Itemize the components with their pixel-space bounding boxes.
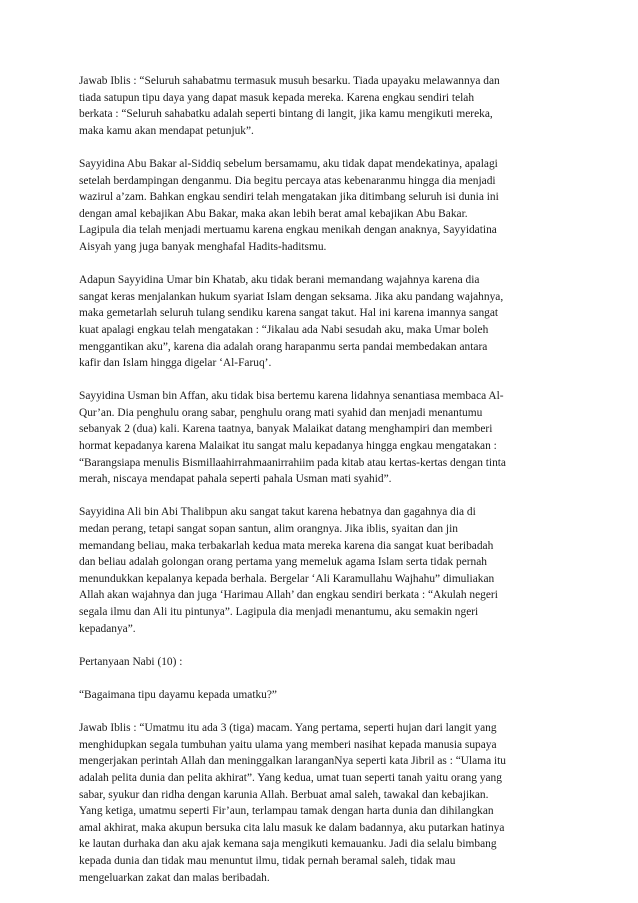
paragraph [79,388,565,488]
text-line: Aisyah yang juga banyak menghafal Hadits-haditsmu. [79,240,327,253]
text-line: dengan amal kebajikan Abu Bakar, maka akan lebih berat amal kebajikan Abu Bakar. [79,207,468,220]
text-line: maka kamu akan mendapat petunjuk”. [79,124,254,137]
text-line: mengeluarkan zakat dan malas beribadah. [79,871,270,884]
text-line: Jawab Iblis : “Seluruh sahabatmu termasuk musuh besarku. Tiada upayaku melawannya dan [79,75,500,87]
text-line: Pertanyaan Nabi (10) : [79,655,183,668]
text-line: sangat keras menjalankan hukum syariat Islam dengan seksama. Jika aku pandang wajahnya, [79,290,504,303]
paragraph [79,272,565,372]
text-line: kuat apalagi engkau telah mengatakan : “Jikalau ada Nabi sesudah aku, maka Umar boleh [79,323,489,336]
text-line: menundukkan kepalanya kepada berhala. Bergelar ‘Ali Karamullahu Wajhahu” dimuliakan [79,572,495,585]
text-line: kafir dan Islam hingga digelar ‘Al-Faruq’. [79,357,272,370]
text-line: setelah berdampingan denganmu. Dia begitu percaya atas kebenaranmu hingga dia menjadi [79,174,496,187]
text-line: berkata : “Seluruh sahabatku adalah seperti bintang di langit, jika kamu mengikuti mereka, [79,108,493,121]
paragraph [79,504,565,637]
text-line: Yang ketiga, umatmu seperti Fir’aun, terlampau tamak dengan harta dunia dan dihilangkan [79,805,494,818]
text-line: Sayyidina Abu Bakar al-Siddiq sebelum bersamamu, aku tidak dapat mendekatinya, apalagi [79,157,498,170]
text-line: “Barangsiapa menulis Bismillaahirrahmaanirrahiim pada kitab atau kertas-kertas dengan tinta [79,456,506,469]
text-line: mengerjakan perintah Allah dan meninggalkan laranganNya seperti kata Jibril as : “Ulama itu [79,755,506,768]
text-line: “Bagaimana tipu dayamu kepada umatku?” [79,688,277,701]
text-line: dan beliau adalah golongan orang pertama yang memeluk agama Islam serta tidak pernah [79,556,488,569]
text-line: segala ilmu dan Ali itu pintunya”. Lagipula dia menjadi menantumu, aku semakin ngeri [79,606,479,618]
paragraph [79,156,565,256]
text-line: Allah akan wajahnya dan juga ‘Harimau Allah’ dan engkau sendiri berkata : “Akulah negeri [79,589,498,602]
text-line: menggantikan aku”, karena dia adalah orang harapanmu serta pandai membedakan antara [79,340,488,353]
text-line: menghidupkan segala tumbuhan yaitu ulama yang memberi nasihat kepada manusia supaya [79,738,497,751]
paragraph [79,654,565,671]
text-line: adalah pelita dunia dan pelita akhirat”. Yang kedua, umat tuan seperti tanah yaitu orang yang [79,771,502,784]
text-line: Jawab Iblis : “Umatmu itu ada 3 (tiga) macam. Yang pertama, seperti hujan dari langit yang [79,722,497,735]
text-line: kepadanya”. [79,622,136,635]
text-line: wazirul a’zam. Bahkan engkau sendiri telah mengatakan jika ditimbang seluruh isi dunia ini [79,191,499,204]
text-line: tiada satupun tipu daya yang dapat masuk kepada mereka. Karena engkau sendiri telah [79,91,475,104]
text-line: Adapun Sayyidina Umar bin Khatab, aku tidak berani memandang wajahnya karena dia [79,274,480,287]
text-line: Lagipula dia telah menjadi mertuamu karena engkau menikah dengan anaknya, Sayyidatina [79,224,497,237]
text-line: maka gemetarlah seluruh tulang sendiku karena sangat takut. Hal ini karena imannya sangat [79,307,499,320]
text-line: Sayyidina Ali bin Abi Thalibpun aku sangat takut karena hebatnya dan gagahnya dia di [79,506,476,519]
text-line: memandang beliau, maka terbakarlah kedua mata mereka karena dia sangat kuat beribadah [79,539,494,552]
text-line: kepada dunia dan tidak mau menuntut ilmu, tidak pernah beramal saleh, tidak mau [79,854,456,867]
text-line: Qur’an. Dia penghulu orang sabar, penghulu orang mati syahid dan menjadi menantumu [79,406,483,419]
document-body [79,73,565,903]
text-line: merah, niscaya mendapat pahala seperti pahala Usman mati syahid”. [79,473,392,486]
paragraph [79,73,565,139]
text-line: sebanyak 2 (dua) kali. Karena taatnya, banyak Malaikat datang menghampiri dan memberi [79,423,493,436]
text-line: ke lautan durhaka dan aku ajak kemana saja mengikuti kemauanku. Jadi dia selalu bimbang [79,838,497,851]
text-line: medan perang, tetapi sangat sopan santun, alim orangnya. Jika iblis, syaitan dan jin [79,523,458,536]
text-line: hormat kepadanya karena Malaikat itu sangat malu kepadanya hingga engkau mengatakan : [79,440,497,453]
text-line: sabar, syukur dan ridha dengan karunia Allah. Berbuat amal saleh, tawakal dan kebajikan. [79,788,489,801]
text-line: amal akhirat, maka akupun bersuka cita lalu masuk ke dalam badannya, aku putarkan hatinya [79,821,505,834]
text-line: Sayyidina Usman bin Affan, aku tidak bisa bertemu karena lidahnya senantiasa membaca Al- [79,390,504,403]
paragraph [79,687,565,704]
paragraph [79,720,565,886]
